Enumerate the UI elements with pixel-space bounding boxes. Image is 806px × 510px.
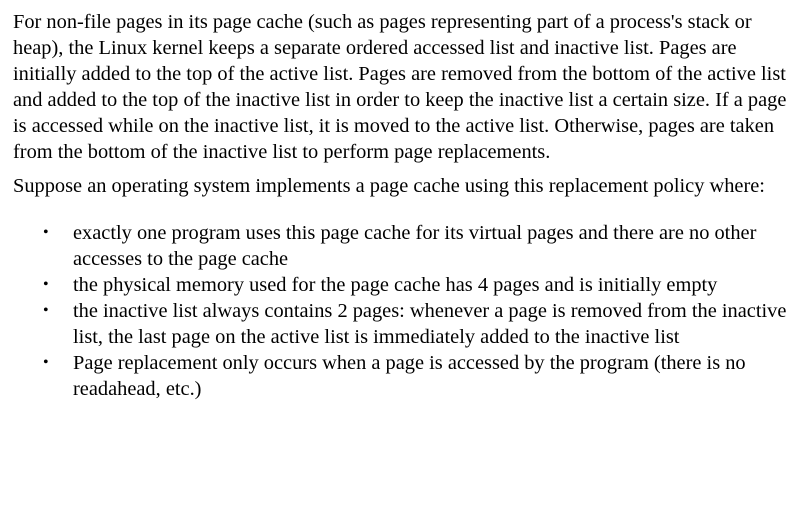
bullet-icon: • bbox=[43, 276, 49, 293]
intro-paragraph: For non-file pages in its page cache (such as pages representing part of a process's stack or heap), the Linux kernel keeps a separate ordered accessed list and inactive list. Pages are initially added to the top of the active list. Pages are removed from the bottom of the active list and added to the top of the inactive list in order to keep the inactive list a certain size. If a page is accessed while on the inactive list, it is moved to the active list. Otherwise, pages are taken from the bottom of the inactive list to perform page replacements. bbox=[13, 11, 787, 163]
lead-paragraph: Suppose an operating system implements a page cache using this replacement policy where: bbox=[13, 175, 765, 197]
list-item bbox=[43, 350, 794, 402]
list-item bbox=[43, 298, 794, 350]
list-item-text: exactly one program uses this page cache for its virtual pages and there are no other accesses to the page cache bbox=[73, 222, 757, 270]
list-item-text: the inactive list always contains 2 pages: whenever a page is removed from the inactive list, the last page on the active list is immediately added to the inactive list bbox=[73, 300, 787, 348]
list-item-text: Page replacement only occurs when a page is accessed by the program (there is no readahead, etc.) bbox=[73, 352, 746, 400]
bullet-icon: • bbox=[43, 302, 49, 319]
list-item-text: the physical memory used for the page cache has 4 pages and is initially empty bbox=[73, 274, 718, 296]
bullet-icon: • bbox=[43, 354, 49, 371]
conditions-list bbox=[13, 220, 794, 402]
list-item bbox=[43, 220, 794, 272]
bullet-icon: • bbox=[43, 224, 49, 241]
list-item bbox=[43, 272, 794, 298]
